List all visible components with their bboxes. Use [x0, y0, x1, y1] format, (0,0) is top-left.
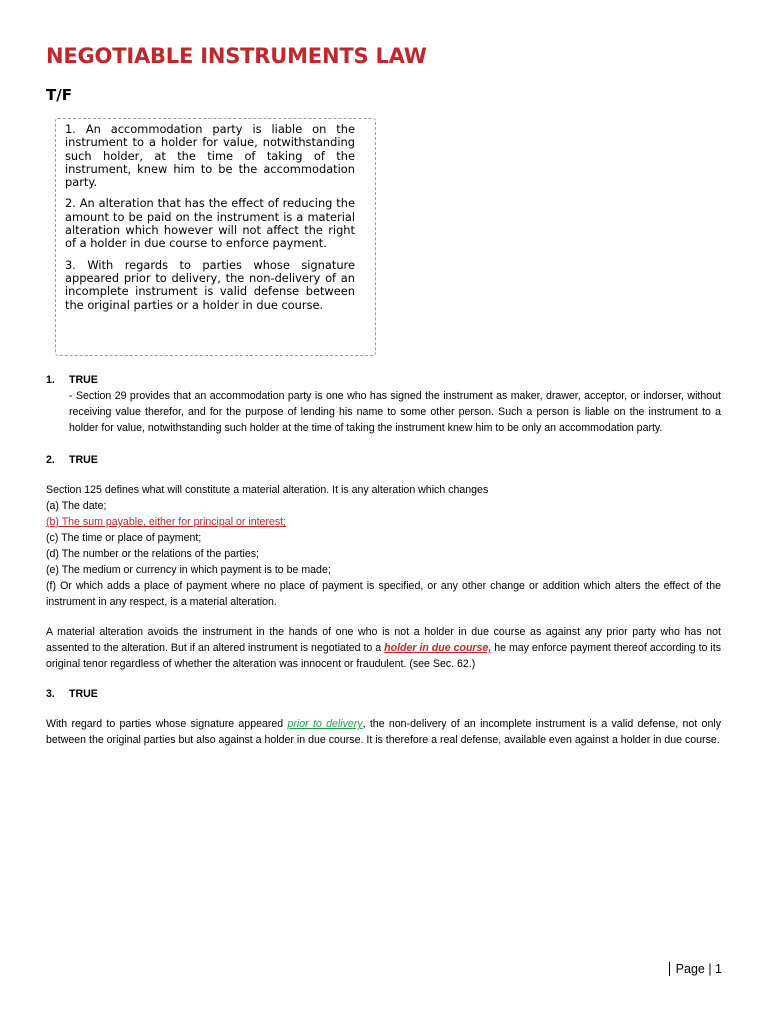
- list-item-d: (d) The number or the relations of the parties;: [46, 548, 259, 560]
- highlight-holder-in-due-course: holder in due course,: [384, 642, 492, 654]
- answer-3-number: 3.: [46, 688, 55, 700]
- list-item-f: (f) Or which adds a place of payment where no place of payment is specified, or any other change or addition which alters the effect of the instrument in any respect, is a material alteration.: [46, 580, 721, 608]
- answer-1-number: 1.: [46, 374, 55, 386]
- answer-2-para-pre: A material alteration avoids the instrument in the hands of one who is not a holder in due course as against any prior party who has not assented to the alteration. But if an altered instrument is negotiated to a: [46, 626, 721, 654]
- list-item-c: (c) The time or place of payment;: [46, 532, 202, 544]
- answer-2-number: 2.: [46, 454, 55, 466]
- page-title: NEGOTIABLE INSTRUMENTS LAW: [46, 44, 427, 68]
- answer-3-para-pre: With regard to parties whose signature appeared: [46, 718, 288, 730]
- list-item-e: (e) The medium or currency in which payment is to be made;: [46, 564, 331, 576]
- answer-1-text: - Section 29 provides that an accommodation party is one who has signed the instrument as maker, drawer, acceptor, or indorser, without receiving value therefor, and for the purpose of lending his name to some other person. Such a person is liable on the instrument to a holder for value, notwithstanding such holder at the time of taking the instrument knew him to be only an accommodation party.: [69, 390, 721, 434]
- list-item-b-highlighted: (b) The sum payable, either for principal or interest;: [46, 516, 287, 528]
- section-subtitle: T/F: [46, 86, 72, 104]
- list-item-a: (a) The date;: [46, 500, 107, 512]
- answer-2-paragraph: [46, 624, 721, 672]
- answer-2-heading: [46, 452, 721, 468]
- answer-3-heading: [46, 686, 721, 702]
- answer-3-label: TRUE: [69, 688, 98, 700]
- answer-2-para-post: he may enforce payment thereof according to its original tenor regardless of whether the alteration was innocent or fraudulent. (see Sec. 62.): [46, 642, 721, 670]
- question-3: 3. With regards to parties whose signature appeared prior to delivery, the non-delivery of an incomplete instrument is valid defense between the original parties or a holder in due course.: [65, 257, 355, 312]
- questions-box: [55, 118, 376, 356]
- highlight-prior-to-delivery: prior to delivery: [287, 718, 363, 730]
- answers-section: [46, 372, 721, 748]
- answer-1-label: TRUE: [69, 374, 98, 386]
- answer-3-para-post: , the non-delivery of an incomplete instrument is a valid defense, not only between the original parties but also against a holder in due course. It is therefore a real defense, available even against a holder in due course.: [46, 718, 721, 746]
- answer-2-intro: Section 125 defines what will constitute a material alteration. It is any alteration which changes: [46, 484, 489, 496]
- answer-3-paragraph: [46, 716, 721, 748]
- question-1: 1. An accommodation party is liable on the instrument to a holder for value, notwithstanding such holder, at the time of taking of the instrument, knew him to be the accommodation party.: [65, 122, 355, 190]
- answer-2-label: TRUE: [69, 454, 98, 466]
- answer-1-heading: [46, 372, 721, 388]
- page-number: Page | 1: [669, 962, 722, 976]
- question-2: 2. An alteration that has the effect of reducing the amount to be paid on the instrument is a material alteration which however will not affect the right of a holder in due course to enforce payment.: [65, 196, 355, 251]
